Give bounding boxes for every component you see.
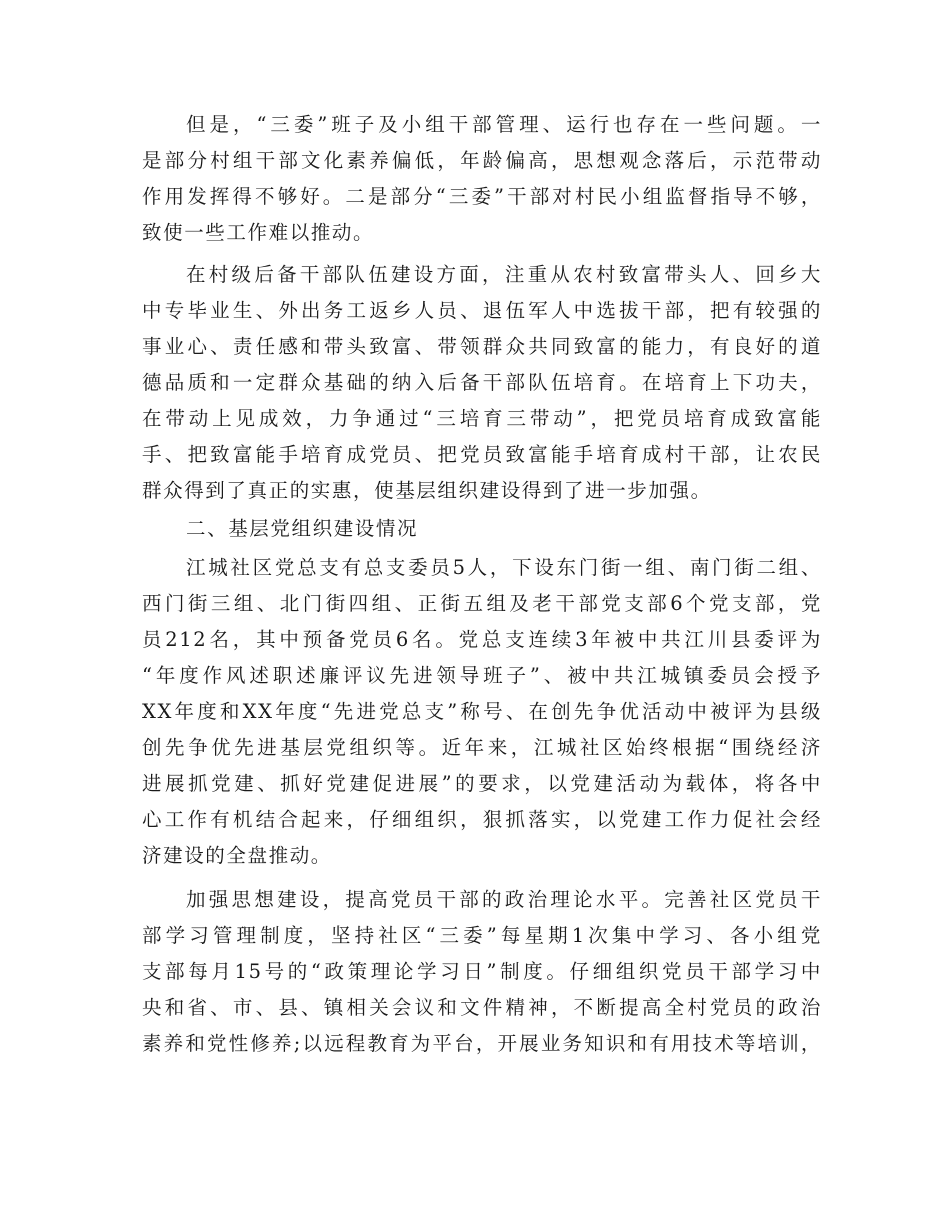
paragraph-line: 群众得到了真正的实惠，使基层组织建设得到了进一步加强。 [142, 479, 712, 502]
paragraph-line: 在带动上见成效，力争通过“三培育三带动”，把党员培育成致富能 [142, 407, 822, 430]
paragraph-line: 在村级后备干部队伍建设方面，注重从农村致富带头人、回乡大 [186, 263, 822, 286]
paragraph-line: “年度作风述职述廉评议先进领导班子”、被中共江城镇委员会授予 [142, 664, 822, 687]
paragraph-line: 心工作有机结合起来，仔细组织，狠抓落实，以党建工作力促社会经 [142, 808, 822, 831]
paragraph-line: 加强思想建设，提高党员干部的政治理论水平。完善社区党员干 [186, 888, 822, 911]
paragraph-line: 素养和党性修养;以远程教育为平台，开展业务知识和有用技术等培训， [142, 1032, 822, 1055]
paragraph-line: 进展抓党建、抓好党建促进展”的要求，以党建活动为载体，将各中 [142, 772, 822, 795]
paragraph-line: 央和省、市、县、镇相关会议和文件精神，不断提高全村党员的政治 [142, 996, 822, 1019]
paragraph-line: 事业心、责任感和带头致富、带领群众共同致富的能力，有良好的道 [142, 335, 822, 358]
paragraph-line: 济建设的全盘推动。 [142, 844, 332, 867]
paragraph-line: 西门街三组、北门街四组、正街五组及老干部党支部6个党支部，党 [142, 592, 822, 615]
section-heading: 二、基层党组织建设情况 [186, 517, 419, 540]
paragraph-line: 手、把致富能手培育成党员、把党员致富能手培育成村干部，让农民 [142, 443, 822, 466]
paragraph-line: 创先争优先进基层党组织等。近年来，江城社区始终根据“围绕经济 [142, 736, 822, 759]
paragraph-line: 部学习管理制度，坚持社区“三委”每星期1次集中学习、各小组党 [142, 924, 822, 947]
paragraph-line: 是部分村组干部文化素养偏低，年龄偏高，思想观念落后，示范带动 [142, 149, 822, 172]
paragraph-line: 员212名，其中预备党员6名。党总支连续3年被中共江川县委评为 [142, 628, 822, 651]
paragraph-line: 作用发挥得不够好。二是部分“三委”干部对村民小组监督指导不够， [142, 185, 822, 208]
paragraph-line: 中专毕业生、外出务工返乡人员、退伍军人中选拔干部，把有较强的 [142, 299, 822, 322]
paragraph-line: 江城社区党总支有总支委员5人，下设东门街一组、南门街二组、 [186, 556, 822, 579]
paragraph-line: 德品质和一定群众基础的纳入后备干部队伍培育。在培育上下功夫， [142, 371, 822, 394]
paragraph-line: XX年度和XX年度“先进党总支”称号、在创先争优活动中被评为县级 [142, 700, 822, 723]
paragraph-line: 致使一些工作难以推动。 [142, 221, 375, 244]
paragraph-line: 支部每月15号的“政策理论学习日”制度。仔细组织党员干部学习中 [142, 960, 822, 983]
paragraph-line: 但是，“三委”班子及小组干部管理、运行也存在一些问题。一 [186, 113, 822, 136]
